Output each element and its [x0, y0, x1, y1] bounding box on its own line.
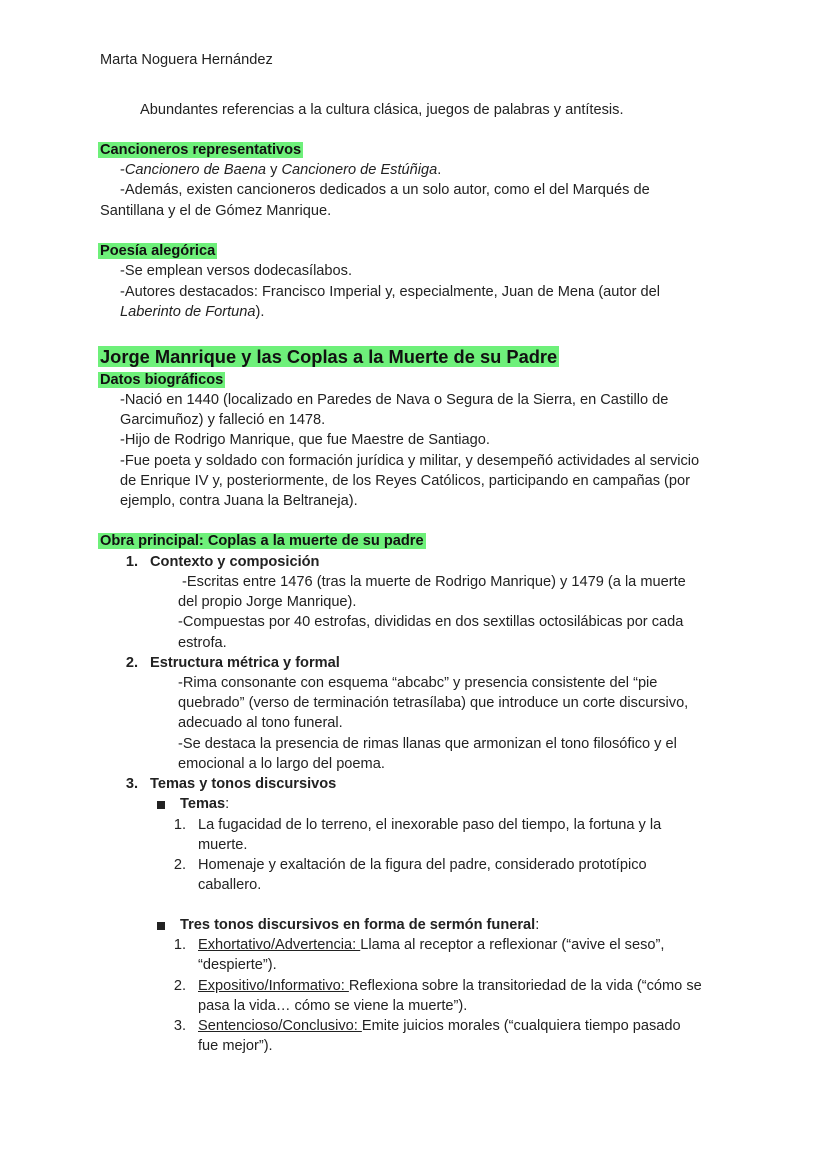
label-text: Tres tonos discursivos en forma de sermón funeral: [180, 917, 536, 933]
bio-line: -Fue poeta y soldado con formación jurídica y militar, y desempeñó actividades al servicio: [120, 453, 700, 469]
list-number: 3.: [125, 776, 138, 792]
main-title: [100, 345, 559, 369]
title-estuniga: Cancionero de Estúñiga: [281, 162, 438, 178]
heading-text: Datos biográficos: [100, 372, 224, 388]
heading-text: Cancioneros representativos: [100, 142, 302, 158]
tono-line: [198, 976, 702, 996]
sub-list-number: 2.: [173, 857, 186, 873]
list-item-line: -Escritas entre 1476 (tras la muerte de Rodrigo Manrique) y 1479 (a la muerte: [178, 574, 686, 590]
list-item-line: -Se destaca la presencia de rimas llanas que armonizan el tono filosófico y el: [178, 736, 677, 752]
list-number: 2.: [125, 655, 138, 671]
section-heading-alegorica: [100, 241, 217, 261]
alegorica-line-2b: [120, 302, 264, 322]
text: y: [266, 162, 282, 178]
author-header: Marta Noguera Hernández: [100, 52, 273, 68]
tonos-label: [180, 915, 539, 935]
temas-label: [180, 794, 229, 814]
sub-list-number: 3.: [173, 1018, 186, 1034]
list-item-line: emocional a lo largo del poema.: [178, 756, 385, 772]
list-item-title: Temas y tonos discursivos: [150, 776, 337, 792]
list-item-line: del propio Jorge Manrique).: [178, 594, 357, 610]
bio-line: Garcimuñoz) y falleció en 1478.: [120, 412, 326, 428]
title-baena: Cancionero de Baena: [124, 162, 267, 178]
bio-line: ejemplo, contra Juana la Beltraneja).: [120, 493, 358, 509]
text: -: [120, 162, 125, 178]
list-item-title: Contexto y composición: [150, 554, 320, 570]
text: .: [437, 162, 442, 178]
bio-line: -Nació en 1440 (localizado en Paredes de Nava o Segura de la Sierra, en Castillo de: [120, 392, 669, 408]
sub-list-line: Homenaje y exaltación de la figura del padre, considerado prototípico: [198, 857, 647, 873]
sub-list-number: 1.: [173, 937, 186, 953]
intro-line: Abundantes referencias a la cultura clásica, juegos de palabras y antítesis.: [140, 102, 624, 118]
sub-list-number: 2.: [173, 978, 186, 994]
sub-list-number: 1.: [173, 817, 186, 833]
tono-line: [198, 1016, 681, 1036]
title-text: Jorge Manrique y las Coplas a la Muerte de su Padre: [100, 346, 558, 367]
list-item-title: Estructura métrica y formal: [150, 655, 340, 671]
sub-list-line: caballero.: [198, 877, 262, 893]
heading-text: Obra principal: Coplas a la muerte de su padre: [100, 533, 424, 549]
sub-list-line: muerte.: [198, 837, 248, 853]
text: :: [535, 917, 540, 933]
list-item-line: estrofa.: [178, 635, 227, 651]
title-laberinto: Laberinto de Fortuna: [120, 304, 256, 320]
tono-term: Exhortativo/Advertencia:: [198, 937, 361, 953]
cancioneros-line-2b: Santillana y el de Gómez Manrique.: [100, 203, 332, 219]
label-text: Temas: [180, 796, 226, 812]
text: Reflexiona sobre la transitoriedad de la vida (“cómo se: [348, 978, 702, 994]
alegorica-line-2a: -Autores destacados: Francisco Imperial y, especialmente, Juan de Mena (autor del: [120, 284, 660, 300]
list-item-line: adecuado al tono funeral.: [178, 715, 343, 731]
bio-line: -Hijo de Rodrigo Manrique, que fue Maestre de Santiago.: [120, 432, 490, 448]
sub-list-line: La fugacidad de lo terreno, el inexorable paso del tiempo, la fortuna y la: [198, 817, 662, 833]
section-heading-bio: [100, 370, 225, 390]
cancioneros-line-2a: -Además, existen cancioneros dedicados a un solo autor, como el del Marqués de: [120, 182, 650, 198]
heading-text: Poesía alegórica: [100, 243, 216, 259]
tono-line: [198, 935, 664, 955]
square-bullet-icon: [157, 922, 165, 930]
list-item-line: -Compuestas por 40 estrofas, divididas en dos sextillas octosilábicas por cada: [178, 614, 684, 630]
cancioneros-line-1: [120, 160, 441, 180]
bio-line: de Enrique IV y, posteriormente, de los Reyes Católicos, participando en campañas (por: [120, 473, 690, 489]
tono-line: “despierte”).: [198, 957, 277, 973]
section-heading-cancioneros: [100, 140, 303, 160]
tono-line: fue mejor”).: [198, 1038, 273, 1054]
text: Emite juicios morales (“cualquiera tiempo pasado: [361, 1018, 681, 1034]
list-item-line: quebrado” (verso de terminación tetrasílaba) que introduce un corte discursivo,: [178, 695, 689, 711]
alegorica-line-1: -Se emplean versos dodecasílabos.: [120, 263, 353, 279]
square-bullet-icon: [157, 801, 165, 809]
list-item-line: -Rima consonante con esquema “abcabc” y presencia consistente del “pie: [178, 675, 658, 691]
section-heading-obra: [100, 531, 426, 551]
tono-term: Expositivo/Informativo:: [198, 978, 349, 994]
text: Llama al receptor a reflexionar (“avive el seso”,: [360, 937, 665, 953]
text: :: [225, 796, 230, 812]
text: ).: [255, 304, 265, 320]
tono-line: pasa la vida… cómo se viene la muerte”).: [198, 998, 468, 1014]
tono-term: Sentencioso/Conclusivo:: [198, 1018, 362, 1034]
list-number: 1.: [125, 554, 138, 570]
